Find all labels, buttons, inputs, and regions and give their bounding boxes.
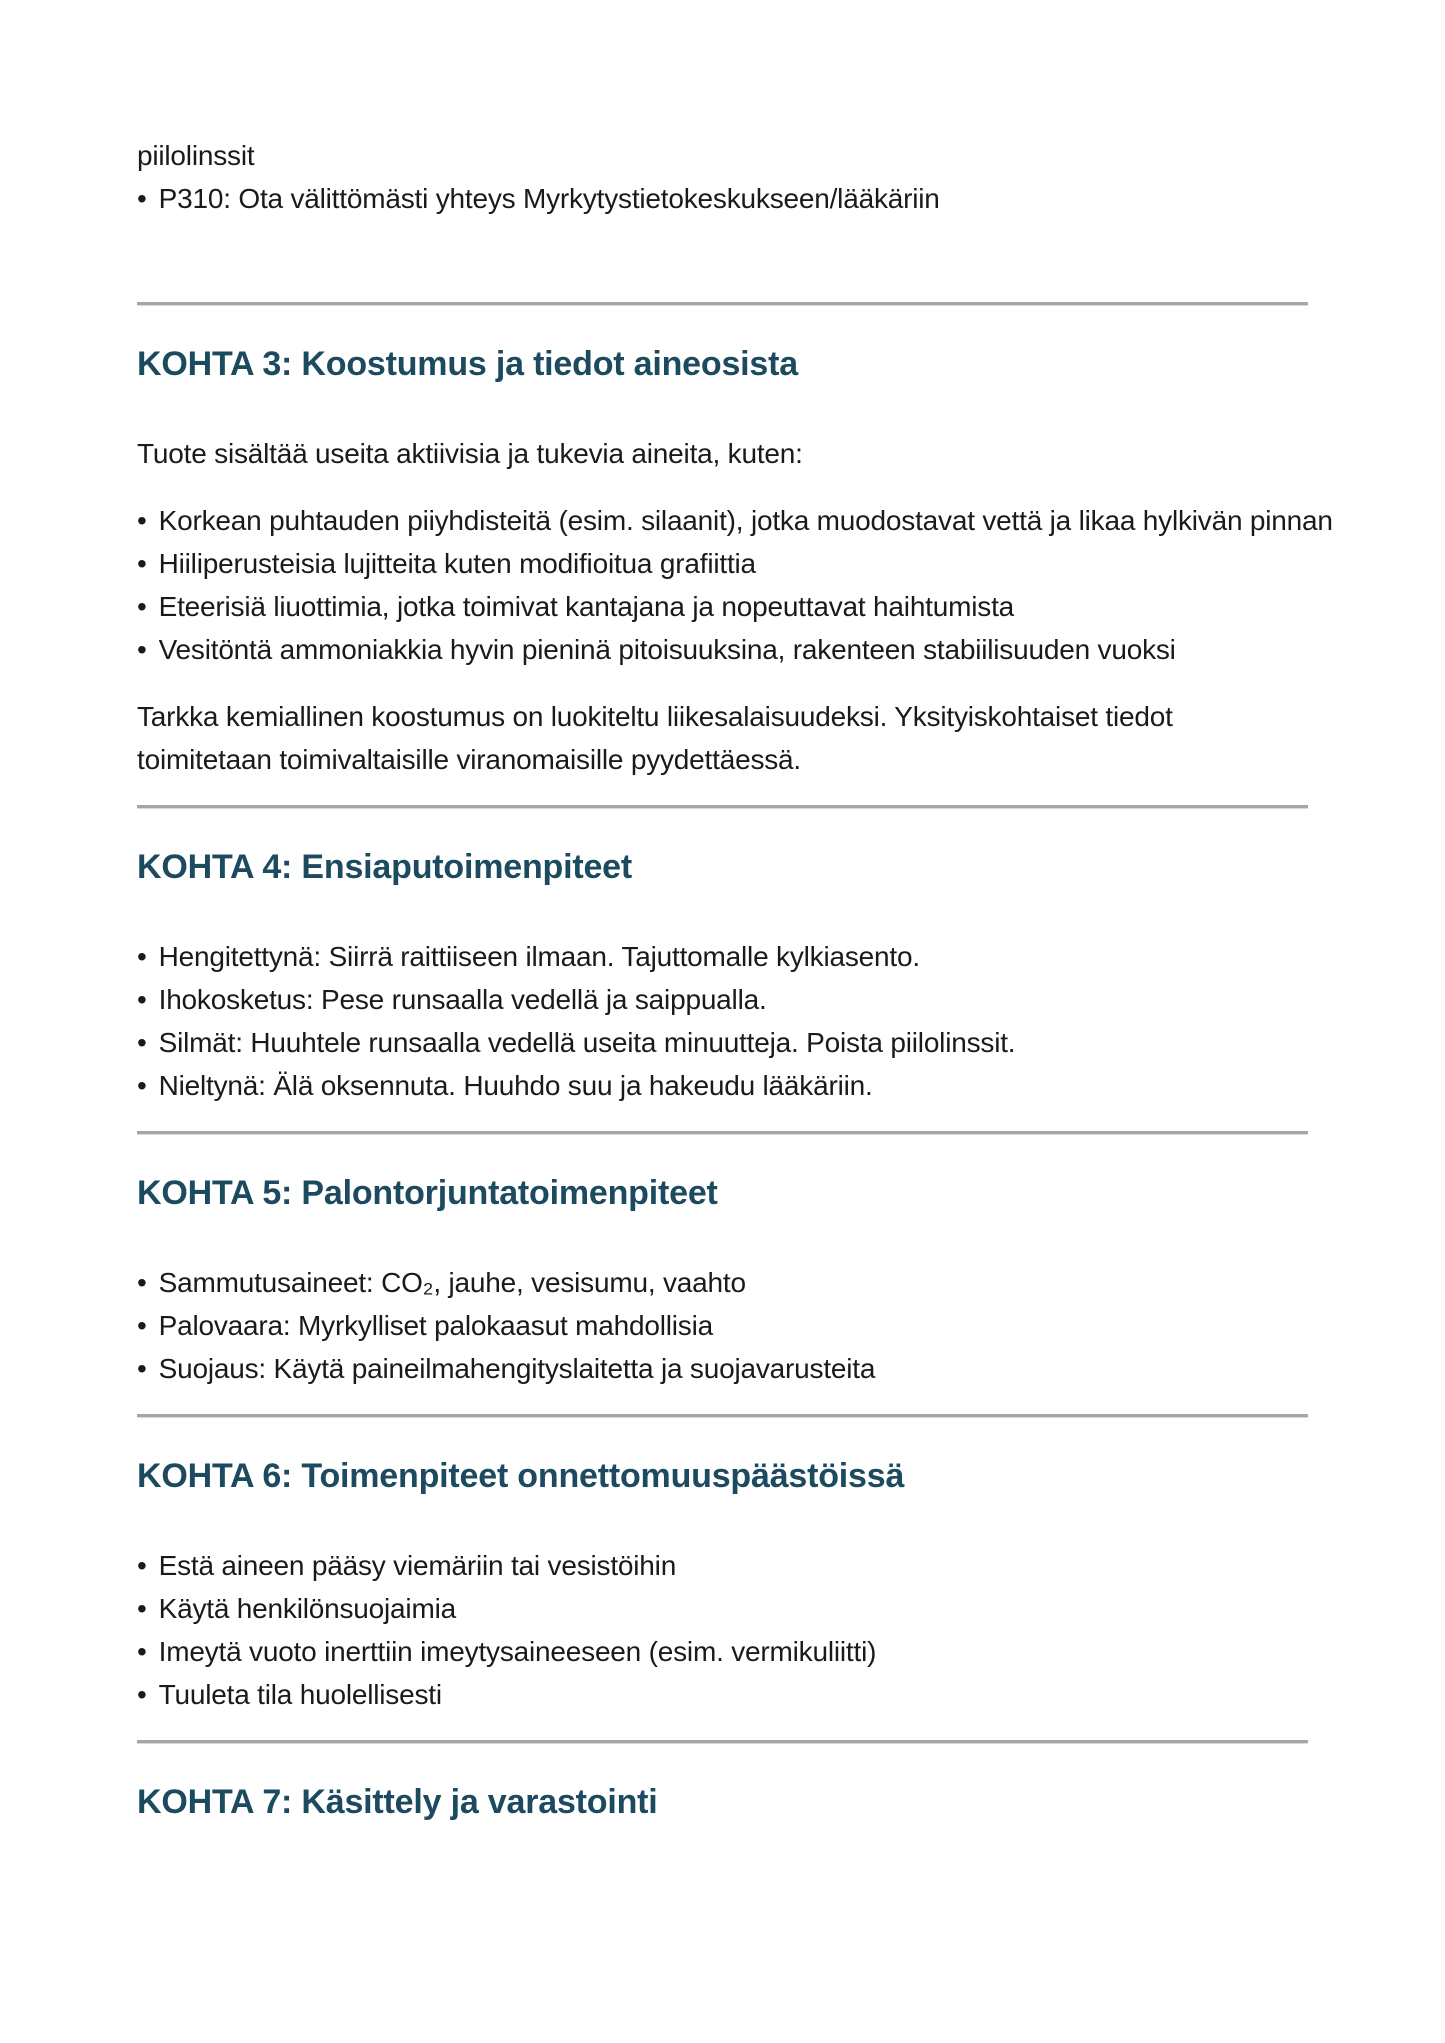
- sections-container: [137, 302, 1333, 1824]
- bullet-icon: •: [137, 1027, 147, 1058]
- paragraph: Tarkka kemiallinen koostumus on luokiteltu liikesalaisuudeksi. Yksityiskohtaiset tiedot toimitetaan toimivaltaisille viranomaisille pyydettäessä.: [137, 701, 1173, 775]
- list-item-text: Nieltynä: Älä oksennuta. Huuhdo suu ja hakeudu lääkäriin.: [158, 1070, 873, 1101]
- bullet-icon: •: [137, 941, 147, 972]
- section-divider: [137, 805, 1308, 809]
- list-item: [137, 585, 1308, 628]
- bullet-icon: •: [137, 1310, 147, 1341]
- paragraph: Tuote sisältää useita aktiivisia ja tukevia aineita, kuten:: [137, 438, 803, 469]
- bullet-list: [137, 1544, 1308, 1716]
- list-item: [137, 935, 1308, 978]
- list-item-text: Estä aineen pääsy viemäriin tai vesistöihin: [158, 1550, 677, 1581]
- bullet-icon: •: [137, 183, 147, 214]
- list-item-text: Tuuleta tila huolellisesti: [158, 1679, 442, 1710]
- list-item-text: Vesitöntä ammoniakkia hyvin pieninä pitoisuuksina, rakenteen stabiilisuuden vuoksi: [158, 634, 1176, 665]
- list-item-text: Suojaus: Käytä paineilmahengityslaitetta ja suojavarusteita: [158, 1353, 876, 1384]
- list-item-text: Eteerisiä liuottimia, jotka toimivat kantajana ja nopeuttavat haihtumista: [158, 591, 1015, 622]
- list-item-text: Hiiliperusteisia lujitteita kuten modifioitua grafiittia: [158, 548, 756, 579]
- bullet-icon: •: [137, 1550, 147, 1581]
- bullet-icon: •: [137, 1679, 147, 1710]
- bullet-icon: •: [137, 1353, 147, 1384]
- list-item: [137, 499, 1333, 542]
- list-item: [137, 1304, 1308, 1347]
- list-item-text: Palovaara: Myrkylliset palokaasut mahdollisia: [158, 1310, 713, 1341]
- section-heading: KOHTA 7: Käsittely ja varastointi: [137, 1783, 658, 1821]
- bullet-icon: •: [137, 505, 147, 536]
- list-item: [137, 1630, 1308, 1673]
- list-item-text: Hengitettynä: Siirrä raittiiseen ilmaan. Tajuttomalle kylkiasento.: [158, 941, 920, 972]
- bullet-icon: •: [137, 1267, 147, 1298]
- list-item-text: P310: Ota välittömästi yhteys Myrkytystietokeskukseen/lääkäriin: [158, 183, 940, 214]
- list-item: [137, 177, 1308, 220]
- list-item: [137, 1261, 1308, 1304]
- section-heading: KOHTA 6: Toimenpiteet onnettomuuspäästöissä: [137, 1457, 905, 1495]
- list-item: [137, 1673, 1308, 1716]
- list-item-text: Imeytä vuoto inerttiin imeytysaineeseen (esim. vermikuliitti): [158, 1636, 877, 1667]
- section-heading: KOHTA 3: Koostumus ja tiedot aineosista: [137, 345, 798, 383]
- list-item-text: Ihokosketus: Pese runsaalla vedellä ja saippualla.: [158, 984, 767, 1015]
- section-divider: [137, 302, 1308, 306]
- bullet-icon: •: [137, 591, 147, 622]
- bullet-list: [137, 935, 1308, 1107]
- list-item: [137, 978, 1308, 1021]
- list-item: [137, 1587, 1308, 1630]
- list-item-text: Korkean puhtauden piiyhdisteitä (esim. silaanit), jotka muodostavat vettä ja likaa hylkivän pinnan: [158, 505, 1333, 536]
- section-divider: [137, 1131, 1308, 1135]
- list-item: [137, 1064, 1308, 1107]
- bullet-icon: •: [137, 1636, 147, 1667]
- list-item: [137, 1021, 1308, 1064]
- bullet-list: [137, 499, 1333, 671]
- list-item: [137, 542, 1308, 585]
- bullet-list: [137, 177, 1308, 220]
- bullet-icon: •: [137, 984, 147, 1015]
- list-item: [137, 1347, 1308, 1390]
- list-item: [137, 628, 1308, 671]
- section-divider: [137, 1740, 1308, 1744]
- bullet-icon: •: [137, 1593, 147, 1624]
- bullet-icon: •: [137, 1070, 147, 1101]
- section-heading: KOHTA 5: Palontorjuntatoimenpiteet: [137, 1174, 718, 1212]
- bullet-icon: •: [137, 634, 147, 665]
- bullet-list: [137, 1261, 1308, 1390]
- intro-continuation-line: piilolinssit: [137, 140, 255, 171]
- list-item: [137, 1544, 1308, 1587]
- section-heading: KOHTA 4: Ensiaputoimenpiteet: [137, 848, 632, 886]
- section-divider: [137, 1414, 1308, 1418]
- list-item-text: Käytä henkilönsuojaimia: [158, 1593, 456, 1624]
- intro-continuation: [137, 134, 1308, 220]
- bullet-icon: •: [137, 548, 147, 579]
- list-item-text: Sammutusaineet: CO₂, jauhe, vesisumu, vaahto: [158, 1267, 746, 1298]
- list-item-text: Silmät: Huuhtele runsaalla vedellä useita minuutteja. Poista piilolinssit.: [158, 1027, 1016, 1058]
